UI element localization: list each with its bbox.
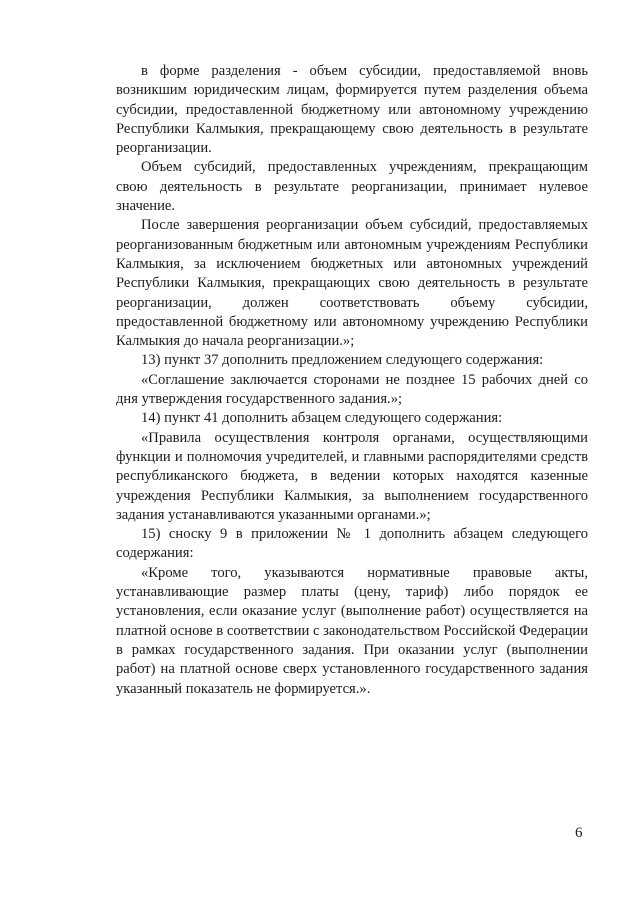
paragraph-reorganization-division: в форме разделения - объем субсидии, предоставляемой вновь возникшим юридическим лицам, формируется путем разделения объема субсидии, предоставленной бюджетному или автономному учреждению Республики Калмыкия, прекращающему свою деятельность в результате реорганизации.: [116, 63, 588, 157]
paragraph-item-13: 13) пункт 37 дополнить предложением следующего содержания:: [141, 352, 544, 369]
paragraph-item-14-quote: «Правила осуществления контроля органами, осуществляющими функции и полномочия учредителей, и главными распорядителями средств республиканского бюджета, в ведении которых находятся казенные учреждения Республики Калмыкия, за выполнением государственного задания устанавливаются указанными органами.»;: [116, 429, 588, 523]
paragraph-item-15: 15) сноску 9 в приложении № 1 дополнить абзацем следующего содержания:: [116, 526, 588, 562]
page-number: 6: [575, 825, 583, 841]
paragraph-item-14: 14) пункт 41 дополнить абзацем следующего содержания:: [141, 410, 503, 427]
paragraph-zero-subsidy: Объем субсидий, предоставленных учреждениям, прекращающим свою деятельность в результате реорганизации, принимает нулевое значение.: [116, 159, 588, 215]
document-body: [116, 62, 588, 699]
paragraph-after-reorganization: После завершения реорганизации объем субсидий, предоставляемых реорганизованным бюджетным или автономным учреждениям Республики Калмыкия, за исключением бюджетных или автономных учреждений Республики Калмыкия, прекращающих свою деятельность в результате реорганизации, должен соответствовать объему субсидии, предоставленной бюджетному или автономному учреждению Республики Калмыкия до начала реорганизации.»;: [116, 217, 588, 350]
paragraph-item-15-quote: «Кроме того, указываются нормативные правовые акты, устанавливающие размер платы (цену, тариф) либо порядок ее установления, если оказание услуг (выполнение работ) осуществляется на платной основе в соответствии с законодательством Российской Федерации в рамках государственного задания. При оказании услуг (выполнении работ) на платной основе сверх установленного государственного задания указанный показатель не формируется.».: [116, 564, 589, 697]
paragraph-item-13-quote: «Соглашение заключается сторонами не позднее 15 рабочих дней со дня утверждения государственного задания.»;: [116, 371, 588, 408]
